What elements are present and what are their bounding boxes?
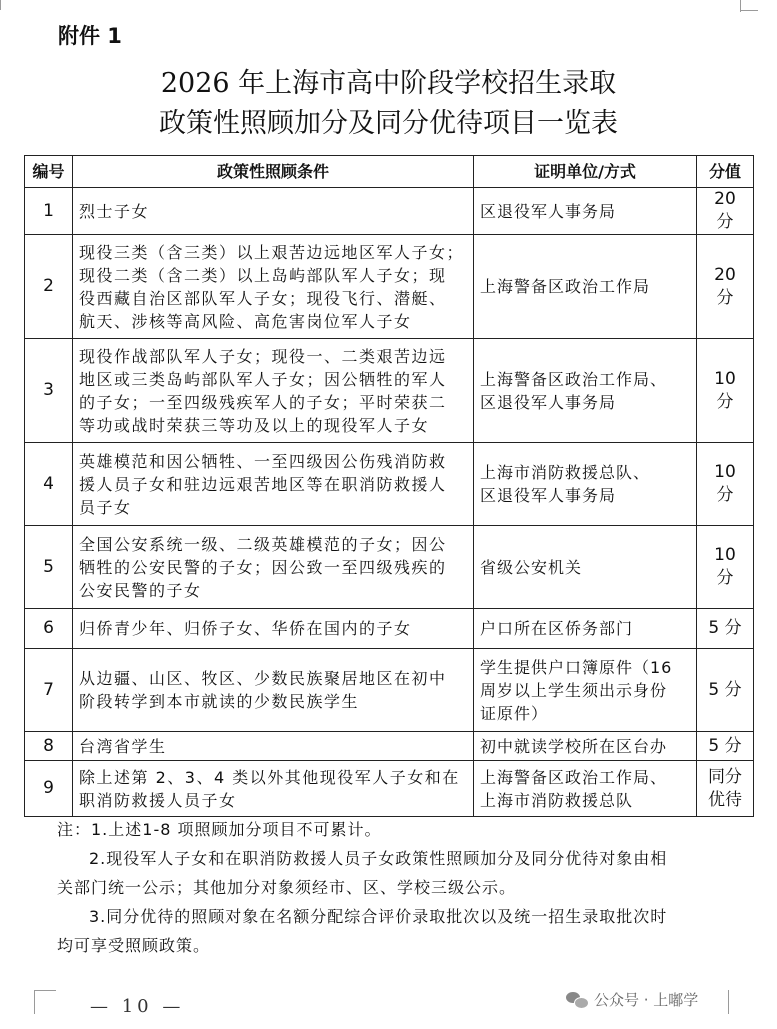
cell-num: 4 [25,443,73,526]
cell-num: 6 [25,609,73,649]
cell-condition-line: 台湾省学生 [79,736,167,756]
cell-score [697,609,754,649]
cell-condition-line: 烈士子女 [79,201,150,221]
cell-certifier [474,609,697,649]
cell-condition-line: 全国公安系统一级、二级英雄模范的子女；因公 [79,534,447,554]
header-num: 编号 [25,156,73,188]
cell-score [697,188,754,235]
notes-section [57,815,729,960]
cell-condition [73,443,474,526]
cell-score [697,339,754,443]
cell-condition [73,761,474,817]
watermark [566,989,698,1010]
cell-score-line: 10 分 [714,545,736,588]
cell-condition-line: 等功或战时荣获三等功及以上的现役军人子女 [79,415,430,435]
attachment-label: 附件 1 [58,24,122,48]
cell-certifier [474,235,697,339]
cell-num: 8 [25,732,73,761]
cell-condition [73,339,474,443]
cell-certifier-line: 上海警备区政治工作局 [480,277,651,296]
cell-score-line: 5 分 [708,679,742,700]
wechat-icon [566,991,588,1009]
cell-certifier [474,443,697,526]
cell-certifier-line: 周岁以上学生须出示身份 [480,680,668,700]
note-2-line1: 2.现役军人子女和在职消防救援人员子女政策性照顾加分及同分优待对象由相 [89,849,668,868]
cell-score [697,235,754,339]
cell-condition-line: 地区或三类岛屿部队军人子女；因公牺牲的军人 [79,369,447,389]
cell-condition-line: 英雄模范和因公牺牲、一至四级因公伤残消防救 [79,451,447,471]
cell-num: 5 [25,526,73,609]
cell-condition-line: 役西藏自治区部队军人子女；现役飞行、潜艇、 [79,288,447,308]
table-body [25,188,754,817]
cell-certifier [474,761,697,817]
table-header-row [25,156,754,188]
cell-condition-line: 归侨青少年、归侨子女、华侨在国内的子女 [79,619,412,638]
cell-certifier [474,526,697,609]
header-condition: 政策性照顾条件 [73,156,474,188]
cell-condition [73,526,474,609]
cell-condition-line: 职消防救援人员子女 [79,790,237,810]
cell-score-line: 10 分 [714,368,736,412]
table-row [25,732,754,761]
cell-num: 1 [25,188,73,235]
cell-score [697,761,754,817]
cell-condition-line: 从边疆、山区、牧区、少数民族聚居地区在初中 [79,669,447,688]
cell-condition [73,609,474,649]
note-1: 注：1.上述1-8 项照顾加分项目不可累计。 [57,820,382,839]
cell-condition [73,188,474,235]
cell-certifier-line: 区退役军人事务局 [480,392,617,412]
cell-condition [73,649,474,732]
table-row [25,761,754,817]
document-title-line2: 政策性照顾加分及同分优待项目一览表 [159,108,618,139]
cell-certifier [474,339,697,443]
header-score: 分值 [697,156,754,188]
table-row [25,649,754,732]
crop-mark-bottom-right [728,990,729,1014]
cell-score-line: 10 分 [714,462,736,505]
cell-certifier-line: 证原件） [480,703,549,723]
watermark-text: 公众号 · 上嘟学 [594,991,699,1009]
crop-mark-top-right-h [740,10,758,11]
cell-certifier-line: 上海市消防救援总队 [480,790,634,810]
crop-mark-top-left [0,0,1,10]
cell-condition-line: 除上述第 2、3、4 类以外其他现役军人子女和在 [79,767,460,787]
cell-num: 2 [25,235,73,339]
cell-condition-line: 员子女 [79,497,132,517]
cell-num: 9 [25,761,73,817]
cell-certifier [474,732,697,761]
cell-condition-line: 现役三类（含三类）以上艰苦边远地区军人子女； [79,242,465,262]
cell-condition-line: 援人员子女和驻边远艰苦地区等在职消防救援人 [79,474,447,494]
note-2-line2: 关部门统一公示；其他加分对象须经市、区、学校三级公示。 [57,878,517,897]
crop-mark-bottom-left [34,990,35,1014]
cell-condition-line: 现役二类（含二类）以上岛屿部队军人子女；现 [79,265,447,285]
page-number: — 10 — [90,996,185,1017]
cell-condition-line: 现役作战部队军人子女；现役一、二类艰苦边远 [79,346,447,366]
table-row [25,339,754,443]
table-row [25,443,754,526]
cell-score [697,649,754,732]
cell-score-line: 同分 [708,766,742,787]
cell-condition-line: 的子女；一至四级残疾军人的子女；平时荣获二 [79,392,447,412]
cell-certifier-line: 学生提供户口簿原件（16 [480,657,673,677]
cell-certifier-line: 上海市消防救援总队、 [480,463,651,482]
cell-certifier-line: 户口所在区侨务部门 [480,619,634,638]
cell-certifier-line: 初中就读学校所在区台办 [480,736,668,756]
table-row [25,188,754,235]
cell-certifier [474,649,697,732]
cell-condition [73,235,474,339]
cell-certifier-line: 区退役军人事务局 [480,486,617,505]
table-row [25,609,754,649]
cell-condition-line: 牺牲的公安民警的子女；因公致一至四级残疾的 [79,557,447,577]
cell-score [697,526,754,609]
note-3-line1: 3.同分优待的照顾对象在名额分配综合评价录取批次以及统一招生录取批次时 [89,907,668,926]
cell-score-line: 20 分 [714,189,736,232]
cell-certifier-line: 区退役军人事务局 [480,201,617,221]
cell-certifier-line: 上海警备区政治工作局、 [480,767,668,787]
document-title-line1: 2026 年上海市高中阶段学校招生录取 [160,68,617,99]
crop-mark-bottom-left-h [34,990,56,991]
note-3-line2: 均可享受照顾政策。 [57,936,211,955]
cell-score-line: 5 分 [708,618,742,638]
cell-certifier-line: 省级公安机关 [480,557,583,577]
cell-certifier-line: 上海警备区政治工作局、 [480,369,668,389]
cell-score-line: 优待 [708,789,742,810]
table-row [25,526,754,609]
cell-score-line: 5 分 [708,735,742,756]
cell-condition-line: 阶段转学到本市就读的少数民族学生 [79,692,360,711]
cell-certifier [474,188,697,235]
policy-table [24,155,754,817]
cell-score [697,443,754,526]
cell-num: 3 [25,339,73,443]
cell-score [697,732,754,761]
cell-condition-line: 公安民警的子女 [79,580,202,600]
table-row [25,235,754,339]
cell-condition [73,732,474,761]
cell-num: 7 [25,649,73,732]
header-certifier: 证明单位/方式 [474,156,697,188]
cell-condition-line: 航天、涉核等高风险、高危害岗位军人子女 [79,311,412,331]
cell-score-line: 20 分 [714,264,736,308]
